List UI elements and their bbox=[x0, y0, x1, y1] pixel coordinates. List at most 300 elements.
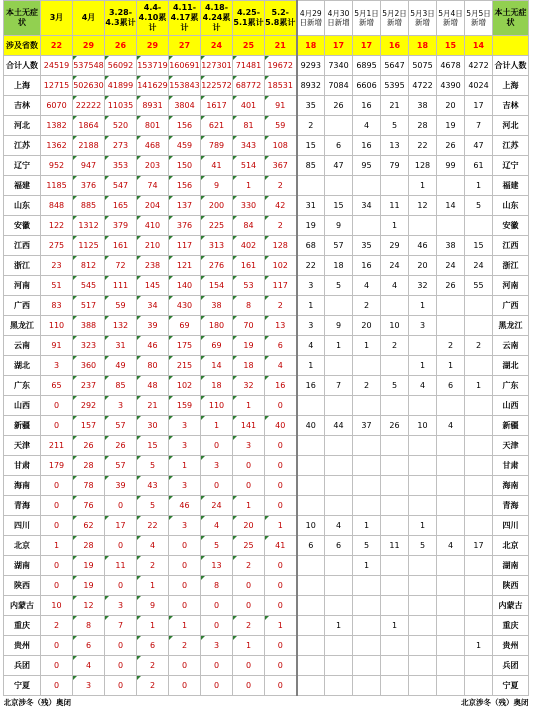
row-province-name: 江苏 bbox=[4, 136, 41, 156]
table-cell: 5395 bbox=[381, 76, 409, 96]
table-cell: 1 bbox=[233, 636, 265, 656]
table-cell: 41 bbox=[201, 156, 233, 176]
row-province-name-right: 广东 bbox=[493, 376, 529, 396]
table-cell bbox=[297, 556, 325, 576]
row-province-name-right: 湖北 bbox=[493, 356, 529, 376]
table-cell: 1 bbox=[381, 616, 409, 636]
table-cell: 12 bbox=[73, 596, 105, 616]
table-cell: 0 bbox=[105, 576, 137, 596]
table-cell bbox=[409, 616, 437, 636]
table-cell bbox=[297, 636, 325, 656]
table-cell bbox=[465, 556, 493, 576]
table-cell bbox=[409, 436, 437, 456]
table-cell: 10 bbox=[297, 516, 325, 536]
table-cell: 1617 bbox=[201, 96, 233, 116]
table-cell: 2 bbox=[381, 336, 409, 356]
table-cell: 156 bbox=[169, 176, 201, 196]
table-cell bbox=[353, 616, 381, 636]
table-cell: 2188 bbox=[73, 136, 105, 156]
table-cell: 292 bbox=[73, 396, 105, 416]
table-cell: 5 bbox=[465, 196, 493, 216]
table-cell bbox=[325, 456, 353, 476]
table-cell: 32 bbox=[409, 276, 437, 296]
table-cell: 0 bbox=[265, 636, 297, 656]
table-cell: 179 bbox=[41, 456, 73, 476]
table-cell bbox=[381, 496, 409, 516]
table-cell: 6 bbox=[325, 136, 353, 156]
table-cell: 24 bbox=[381, 256, 409, 276]
table-cell: 1 bbox=[169, 456, 201, 476]
table-cell: 0 bbox=[233, 476, 265, 496]
table-cell bbox=[381, 456, 409, 476]
table-cell: 4024 bbox=[465, 76, 493, 96]
table-cell: 848 bbox=[41, 196, 73, 216]
table-row bbox=[4, 136, 529, 156]
row-province-name-right: 安徽 bbox=[493, 216, 529, 236]
header-period: 4月 bbox=[73, 1, 105, 36]
table-cell: 19 bbox=[297, 216, 325, 236]
table-cell: 1 bbox=[465, 376, 493, 396]
table-cell: 26 bbox=[325, 96, 353, 116]
table-cell: 1382 bbox=[41, 116, 73, 136]
table-cell: 159 bbox=[169, 396, 201, 416]
table-cell: 31 bbox=[297, 196, 325, 216]
table-cell: 28 bbox=[409, 116, 437, 136]
table-cell: 1 bbox=[265, 516, 297, 536]
table-cell bbox=[409, 336, 437, 356]
table-cell: 459 bbox=[169, 136, 201, 156]
table-cell: 0 bbox=[105, 656, 137, 676]
table-cell bbox=[381, 296, 409, 316]
table-cell bbox=[381, 516, 409, 536]
table-cell bbox=[409, 396, 437, 416]
table-cell: 80 bbox=[137, 356, 169, 376]
table-cell bbox=[465, 516, 493, 536]
table-cell: 1 bbox=[325, 616, 353, 636]
table-cell: 1864 bbox=[73, 116, 105, 136]
table-cell: 53 bbox=[233, 276, 265, 296]
table-cell: 157 bbox=[73, 416, 105, 436]
table-row bbox=[4, 116, 529, 136]
table-row bbox=[4, 536, 529, 556]
row-province-name: 湖南 bbox=[4, 556, 41, 576]
table-body bbox=[4, 1, 529, 709]
table-cell: 22222 bbox=[73, 96, 105, 116]
header-day: 5月3日新增 bbox=[409, 1, 437, 36]
table-cell: 468 bbox=[137, 136, 169, 156]
table-row bbox=[4, 476, 529, 496]
row-province-name-right: 广西 bbox=[493, 296, 529, 316]
table-cell: 6 bbox=[73, 636, 105, 656]
table-cell: 20 bbox=[409, 256, 437, 276]
asymptomatic-cases-table bbox=[3, 0, 529, 709]
table-cell: 0 bbox=[233, 576, 265, 596]
table-cell: 5 bbox=[137, 496, 169, 516]
table-cell: 78 bbox=[73, 476, 105, 496]
table-cell: 1 bbox=[137, 616, 169, 636]
table-cell bbox=[381, 176, 409, 196]
table-cell: 2 bbox=[41, 616, 73, 636]
table-cell bbox=[353, 496, 381, 516]
table-cell bbox=[325, 296, 353, 316]
table-cell: 947 bbox=[73, 156, 105, 176]
table-cell: 46 bbox=[169, 496, 201, 516]
table-cell bbox=[325, 556, 353, 576]
table-cell: 128 bbox=[409, 156, 437, 176]
table-cell: 5 bbox=[353, 536, 381, 556]
table-cell: 225 bbox=[201, 216, 233, 236]
table-cell: 1125 bbox=[73, 236, 105, 256]
footer-left-text: 北京涉冬（残）奥闭 bbox=[4, 696, 201, 709]
table-cell: 7 bbox=[325, 376, 353, 396]
table-cell: 62 bbox=[73, 516, 105, 536]
row-province-name-right: 海南 bbox=[493, 476, 529, 496]
table-cell: 0 bbox=[41, 396, 73, 416]
table-cell: 7340 bbox=[325, 56, 353, 76]
row-province-name: 天津 bbox=[4, 436, 41, 456]
table-cell: 0 bbox=[169, 596, 201, 616]
table-cell: 0 bbox=[201, 676, 233, 696]
table-cell: 38 bbox=[201, 296, 233, 316]
header-row-label: 本土无症状 bbox=[4, 1, 41, 36]
header-period: 3月 bbox=[41, 1, 73, 36]
table-cell bbox=[409, 636, 437, 656]
table-row bbox=[4, 456, 529, 476]
table-cell: 8 bbox=[201, 576, 233, 596]
table-cell: 1 bbox=[353, 556, 381, 576]
table-cell: 6606 bbox=[353, 76, 381, 96]
table-cell: 110 bbox=[41, 316, 73, 336]
table-cell: 55 bbox=[465, 276, 493, 296]
table-cell: 122572 bbox=[201, 76, 233, 96]
row-province-name-right: 甘肃 bbox=[493, 456, 529, 476]
table-cell: 17 bbox=[465, 536, 493, 556]
table-cell: 801 bbox=[137, 116, 169, 136]
table-cell: 48 bbox=[137, 376, 169, 396]
row-province-name: 广西 bbox=[4, 296, 41, 316]
provinces-involved-value: 18 bbox=[409, 36, 437, 56]
provinces-involved-value: 17 bbox=[325, 36, 353, 56]
table-cell: 0 bbox=[169, 656, 201, 676]
table-cell: 273 bbox=[105, 136, 137, 156]
table-cell: 2 bbox=[137, 656, 169, 676]
table-cell: 5 bbox=[325, 276, 353, 296]
table-cell: 12715 bbox=[41, 76, 73, 96]
table-cell: 26 bbox=[437, 276, 465, 296]
table-cell: 430 bbox=[169, 296, 201, 316]
provinces-involved-value: 21 bbox=[265, 36, 297, 56]
table-cell bbox=[437, 456, 465, 476]
table-cell: 5 bbox=[409, 536, 437, 556]
table-cell: 11 bbox=[105, 556, 137, 576]
table-cell: 68 bbox=[297, 236, 325, 256]
table-cell: 69 bbox=[169, 316, 201, 336]
table-row bbox=[4, 396, 529, 416]
row-province-name: 重庆 bbox=[4, 616, 41, 636]
table-cell: 0 bbox=[41, 556, 73, 576]
table-row bbox=[4, 336, 529, 356]
table-cell: 18531 bbox=[265, 76, 297, 96]
table-cell: 0 bbox=[265, 556, 297, 576]
header-period: 4.4-4.10累计 bbox=[137, 1, 169, 36]
table-cell: 502630 bbox=[73, 76, 105, 96]
provinces-involved-value: 25 bbox=[233, 36, 265, 56]
table-cell: 161 bbox=[105, 236, 137, 256]
table-cell bbox=[297, 596, 325, 616]
table-cell: 91 bbox=[265, 96, 297, 116]
table-cell bbox=[409, 496, 437, 516]
table-cell: 24519 bbox=[41, 56, 73, 76]
table-cell bbox=[353, 436, 381, 456]
table-cell: 5 bbox=[381, 116, 409, 136]
row-province-name: 广东 bbox=[4, 376, 41, 396]
provinces-involved-value: 14 bbox=[465, 36, 493, 56]
table-cell bbox=[381, 596, 409, 616]
table-cell: 0 bbox=[233, 456, 265, 476]
table-cell bbox=[381, 396, 409, 416]
table-cell: 24 bbox=[437, 256, 465, 276]
row-province-name: 新疆 bbox=[4, 416, 41, 436]
table-cell: 26 bbox=[73, 436, 105, 456]
table-cell: 1 bbox=[381, 216, 409, 236]
table-cell: 1362 bbox=[41, 136, 73, 156]
table-cell: 153843 bbox=[169, 76, 201, 96]
table-cell: 3 bbox=[201, 636, 233, 656]
table-cell: 0 bbox=[265, 476, 297, 496]
table-cell: 83 bbox=[41, 296, 73, 316]
row-province-name-right: 青海 bbox=[493, 496, 529, 516]
table-row bbox=[4, 236, 529, 256]
table-cell: 1 bbox=[137, 576, 169, 596]
table-cell: 0 bbox=[169, 676, 201, 696]
table-cell: 160691 bbox=[169, 56, 201, 76]
table-cell bbox=[409, 556, 437, 576]
table-cell: 43 bbox=[137, 476, 169, 496]
table-cell: 2 bbox=[297, 116, 325, 136]
table-row bbox=[4, 56, 529, 76]
table-cell: 0 bbox=[41, 636, 73, 656]
table-cell: 22 bbox=[409, 136, 437, 156]
table-cell: 137 bbox=[169, 196, 201, 216]
table-cell: 30 bbox=[137, 416, 169, 436]
table-cell bbox=[381, 636, 409, 656]
table-cell: 6 bbox=[437, 376, 465, 396]
row-province-name-right: 四川 bbox=[493, 516, 529, 536]
table-cell bbox=[297, 496, 325, 516]
table-cell bbox=[409, 676, 437, 696]
table-cell: 4390 bbox=[437, 76, 465, 96]
table-cell: 18 bbox=[201, 376, 233, 396]
table-cell: 3 bbox=[169, 476, 201, 496]
table-cell: 0 bbox=[233, 676, 265, 696]
table-cell: 4 bbox=[437, 416, 465, 436]
header-day: 4月29日新增 bbox=[297, 1, 325, 36]
table-cell: 2 bbox=[437, 336, 465, 356]
table-cell: 21 bbox=[137, 396, 169, 416]
table-cell: 204 bbox=[137, 196, 169, 216]
table-cell: 1 bbox=[233, 176, 265, 196]
table-cell: 1 bbox=[233, 496, 265, 516]
row-province-name-right: 江苏 bbox=[493, 136, 529, 156]
table-cell: 74 bbox=[137, 176, 169, 196]
table-cell: 1 bbox=[409, 296, 437, 316]
table-cell: 0 bbox=[201, 656, 233, 676]
table-cell: 16 bbox=[297, 376, 325, 396]
table-cell: 360 bbox=[73, 356, 105, 376]
table-cell: 0 bbox=[201, 476, 233, 496]
table-cell: 0 bbox=[265, 496, 297, 516]
table-cell bbox=[381, 436, 409, 456]
table-cell: 6070 bbox=[41, 96, 73, 116]
table-cell bbox=[325, 476, 353, 496]
table-cell: 1 bbox=[409, 356, 437, 376]
row-province-name-right: 北京 bbox=[493, 536, 529, 556]
table-cell: 20 bbox=[353, 316, 381, 336]
table-cell bbox=[465, 396, 493, 416]
table-cell: 4 bbox=[325, 516, 353, 536]
table-cell: 37 bbox=[353, 416, 381, 436]
table-cell: 0 bbox=[265, 596, 297, 616]
table-cell bbox=[297, 396, 325, 416]
table-cell bbox=[325, 676, 353, 696]
row-province-name: 江西 bbox=[4, 236, 41, 256]
table-cell: 16 bbox=[353, 136, 381, 156]
table-cell: 276 bbox=[201, 256, 233, 276]
table-cell: 2 bbox=[265, 296, 297, 316]
table-cell: 1 bbox=[465, 636, 493, 656]
row-province-name-right: 湖南 bbox=[493, 556, 529, 576]
table-cell: 1 bbox=[325, 336, 353, 356]
table-cell bbox=[381, 676, 409, 696]
table-cell: 4 bbox=[73, 656, 105, 676]
table-cell: 23 bbox=[41, 256, 73, 276]
table-cell bbox=[325, 576, 353, 596]
table-cell: 3 bbox=[105, 396, 137, 416]
row-province-name-right: 山西 bbox=[493, 396, 529, 416]
table-cell bbox=[381, 576, 409, 596]
table-cell bbox=[325, 116, 353, 136]
row-province-name-right: 黑龙江 bbox=[493, 316, 529, 336]
header-period: 5.2-5.8累计 bbox=[265, 1, 297, 36]
table-cell: 952 bbox=[41, 156, 73, 176]
table-cell: 161 bbox=[233, 256, 265, 276]
table-cell: 9293 bbox=[297, 56, 325, 76]
table-cell: 15 bbox=[297, 136, 325, 156]
table-cell bbox=[297, 476, 325, 496]
table-cell: 29 bbox=[381, 236, 409, 256]
table-cell: 31 bbox=[105, 336, 137, 356]
table-cell: 8 bbox=[73, 616, 105, 636]
table-cell: 323 bbox=[73, 336, 105, 356]
table-cell: 76 bbox=[73, 496, 105, 516]
table-cell: 4 bbox=[437, 536, 465, 556]
row-province-name-right: 云南 bbox=[493, 336, 529, 356]
table-cell: 0 bbox=[265, 576, 297, 596]
table-cell: 6 bbox=[325, 536, 353, 556]
row-province-name-right: 天津 bbox=[493, 436, 529, 456]
table-cell: 128 bbox=[265, 236, 297, 256]
table-cell bbox=[325, 356, 353, 376]
table-row bbox=[4, 156, 529, 176]
row-province-name: 云南 bbox=[4, 336, 41, 356]
table-cell: 3 bbox=[409, 316, 437, 336]
table-cell bbox=[465, 596, 493, 616]
table-cell bbox=[353, 456, 381, 476]
table-cell: 15 bbox=[325, 196, 353, 216]
table-cell bbox=[465, 416, 493, 436]
table-cell: 26 bbox=[381, 416, 409, 436]
row-province-name: 四川 bbox=[4, 516, 41, 536]
table-cell bbox=[353, 476, 381, 496]
table-cell: 34 bbox=[353, 196, 381, 216]
table-row bbox=[4, 356, 529, 376]
row-province-name: 黑龙江 bbox=[4, 316, 41, 336]
table-cell: 16 bbox=[353, 96, 381, 116]
row-province-name: 河北 bbox=[4, 116, 41, 136]
row-province-name: 山东 bbox=[4, 196, 41, 216]
table-cell: 0 bbox=[265, 676, 297, 696]
table-cell bbox=[437, 516, 465, 536]
table-row bbox=[4, 296, 529, 316]
table-cell: 0 bbox=[169, 536, 201, 556]
table-cell: 9 bbox=[137, 596, 169, 616]
table-cell: 156 bbox=[169, 116, 201, 136]
table-cell: 85 bbox=[105, 376, 137, 396]
table-cell: 514 bbox=[233, 156, 265, 176]
table-cell: 3 bbox=[73, 676, 105, 696]
table-cell bbox=[353, 676, 381, 696]
table-cell: 313 bbox=[201, 236, 233, 256]
table-cell: 5 bbox=[381, 376, 409, 396]
table-cell: 127301 bbox=[201, 56, 233, 76]
header-day: 5月1日新增 bbox=[353, 1, 381, 36]
table-cell: 117 bbox=[169, 236, 201, 256]
table-cell: 237 bbox=[73, 376, 105, 396]
table-cell: 0 bbox=[41, 496, 73, 516]
table-cell: 3 bbox=[105, 596, 137, 616]
table-cell bbox=[465, 436, 493, 456]
table-cell: 46 bbox=[137, 336, 169, 356]
table-cell: 14 bbox=[437, 196, 465, 216]
table-cell: 71481 bbox=[233, 56, 265, 76]
table-cell bbox=[353, 356, 381, 376]
row-province-name: 合计人数 bbox=[4, 56, 41, 76]
table-cell: 84 bbox=[233, 216, 265, 236]
table-cell: 5 bbox=[137, 456, 169, 476]
table-cell: 7 bbox=[465, 116, 493, 136]
table-cell bbox=[465, 216, 493, 236]
header-day: 5月2日新增 bbox=[381, 1, 409, 36]
row-province-name: 青海 bbox=[4, 496, 41, 516]
header-row bbox=[4, 1, 529, 36]
table-cell: 537548 bbox=[73, 56, 105, 76]
table-cell: 4678 bbox=[437, 56, 465, 76]
provinces-involved-value: 15 bbox=[437, 36, 465, 56]
table-cell: 44 bbox=[325, 416, 353, 436]
table-cell: 376 bbox=[73, 176, 105, 196]
table-cell: 85 bbox=[297, 156, 325, 176]
table-cell: 0 bbox=[41, 576, 73, 596]
table-cell: 59 bbox=[265, 116, 297, 136]
table-cell bbox=[465, 296, 493, 316]
table-cell: 3 bbox=[169, 416, 201, 436]
table-cell: 9 bbox=[325, 216, 353, 236]
table-cell: 3 bbox=[169, 516, 201, 536]
footer-spacer bbox=[201, 696, 409, 709]
table-cell: 401 bbox=[233, 96, 265, 116]
table-cell: 0 bbox=[41, 656, 73, 676]
table-cell: 4 bbox=[353, 116, 381, 136]
